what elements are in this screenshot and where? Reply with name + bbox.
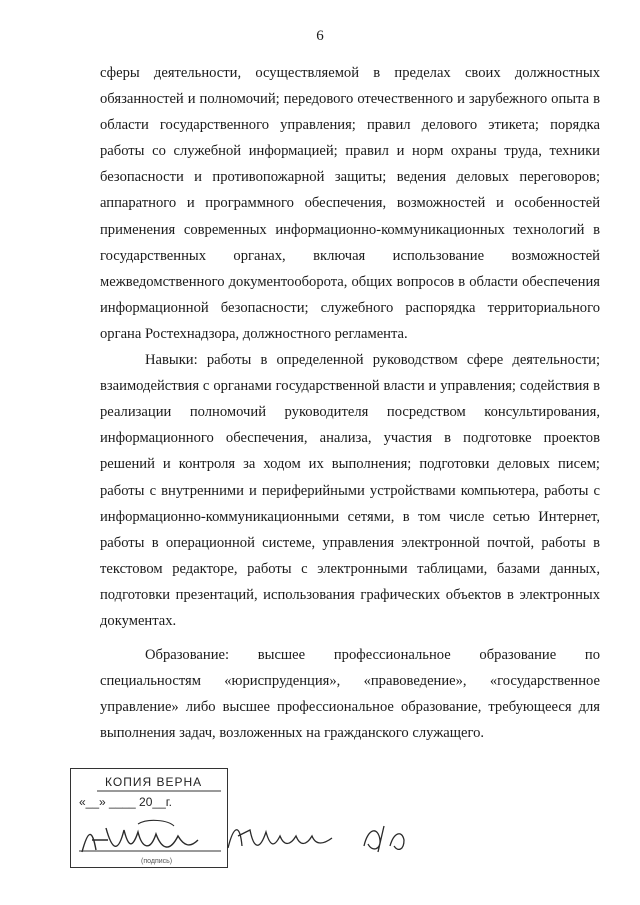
svg-text:(подпись): (подпись) (141, 858, 173, 865)
stamp-title: КОПИЯ ВЕРНА (105, 775, 203, 789)
paragraph-skills: Навыки: работы в определенной руководством сфере деятельности; взаимодействия с органами государственной власти и управления; содействия в реализации полномочий руководителя посредством консультирования, информационного обеспечения, анализа, участия в подготовке проектов решений и контроля за ходом их выполнения; подготовки деловых писем; работы с внутренними и периферийными устройствами компьютера, работы с информационно-коммуникационными сетями, в том числе сетью Интернет, работы в операционной системе, управления электронной почтой, работы в текстовом редакторе, работы с электронными таблицами, базами данных, подготовки презентаций, использования графических объектов в электронных документах. (100, 352, 600, 629)
paragraph-knowledge: сферы деятельности, осуществляемой в пределах своих должностных обязанностей и полномочий; передового отечественного и зарубежного опыта в области государственного управления; правил делового этикета; порядка работы со служебной информацией; правил и норм охраны труда, техники безопасности и противопожарной защиты; ведения деловых переговоров; аппаратного и программного обеспечения, возможностей и особенностей применения современных информационно-коммуникационных технологий в государственных органах, включая использование возможностей межведомственного документооборота, общих вопросов в области обеспечения информационной безопасности; служебного распорядка территориального органа Ростехнадзора, должностного регламента. (100, 65, 600, 342)
handwritten-signatures (78, 810, 598, 870)
page-number: 6 (316, 28, 324, 44)
paragraph-education: Образование: высшее профессиональное образование по специальностям «юриспруденция», «правоведение», «государственное управление» либо высшее профессиональное образование, требующееся для выполнения задач, возложенных на гражданского служащего. (100, 647, 600, 742)
document-body (100, 60, 600, 746)
stamp-date: «__» ____ 20__г. (79, 795, 172, 809)
